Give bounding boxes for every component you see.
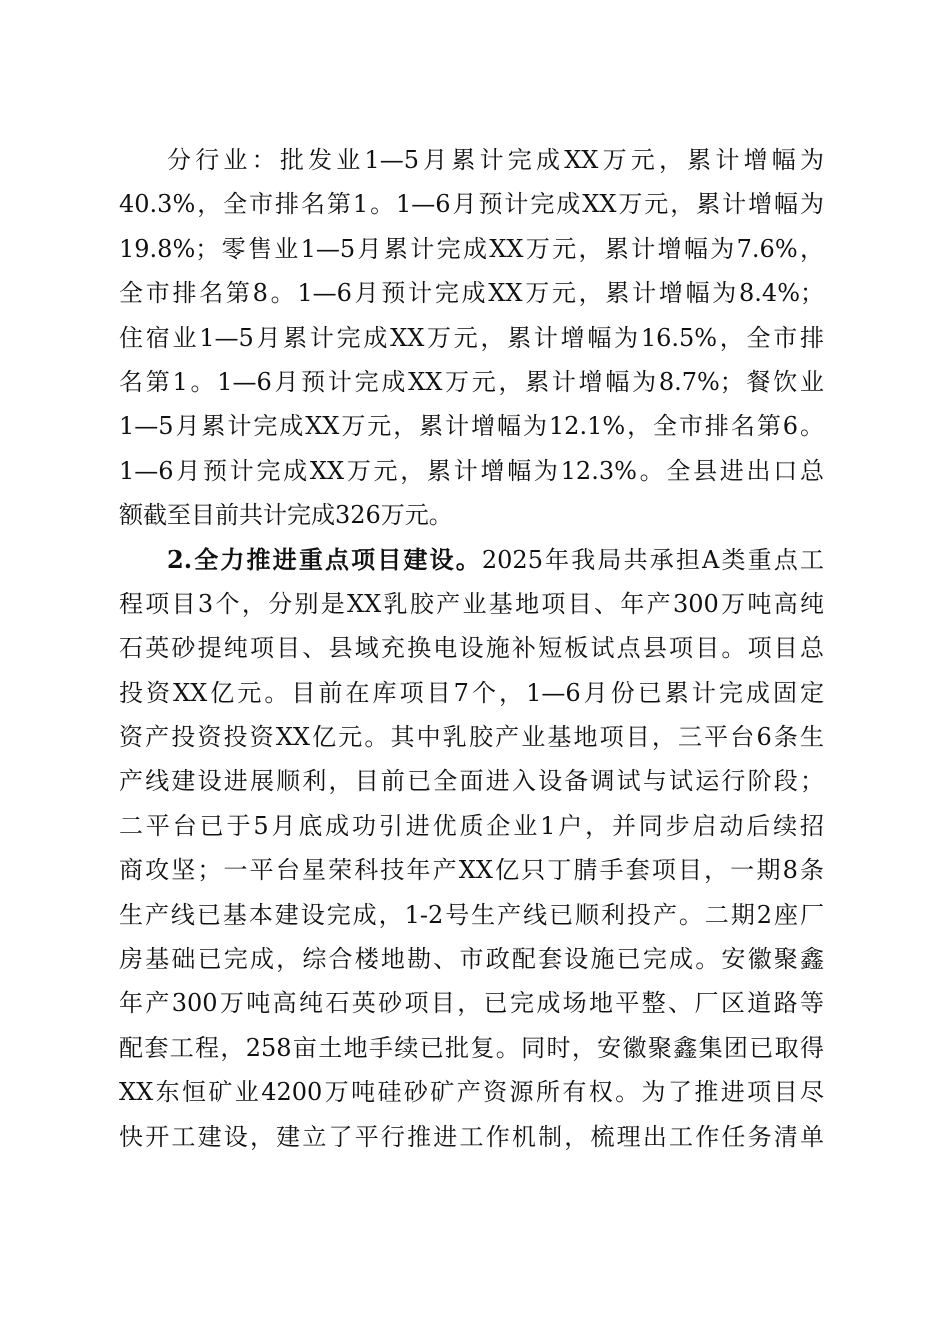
text-line: 投资XX亿元。目前在库项目7个，1—6月份已累计完成固定 (119, 678, 824, 707)
text-line: 分行业：批发业1—5月累计完成XX万元，累计增幅为 (167, 146, 824, 174)
text-line: 资产投资投资XX亿元。其中乳胶产业基地项目，三平台6条生 (119, 723, 824, 752)
text-line: 19.8%；零售业1—5月累计完成XX万元，累计增幅为7.6%， (119, 234, 824, 263)
text-line: 石英砂提纯项目、县域充换电设施补短板试点县项目。项目总 (119, 634, 824, 663)
text-line: 名第1。1—6月预计完成XX万元，累计增幅为8.7%；餐饮业 (119, 367, 824, 396)
text-line: 额截至目前共计完成326万元。 (119, 501, 453, 530)
text-line: 配套工程，258亩土地手续已批复。同时，安徽聚鑫集团已取得 (119, 1033, 824, 1062)
text-line: 商攻坚；一平台星荣科技年产XX亿只丁腈手套项目，一期8条 (119, 856, 824, 885)
document-body (119, 138, 824, 1159)
text-line: 40.3%，全市排名第1。1—6月预计完成XX万元，累计增幅为 (119, 190, 824, 219)
text-line: 全市排名第8。1—6月预计完成XX万元，累计增幅为8.4%； (119, 279, 824, 308)
text-line: 产线建设进展顺利，目前已全面进入设备调试与试运行阶段； (119, 767, 824, 796)
text-line: XX东恒矿业4200万吨硅砂矿产资源所有权。为了推进项目尽 (119, 1078, 824, 1107)
text-line: 快开工建设，建立了平行推进工作机制，梳理出工作任务清单 (119, 1122, 824, 1151)
text-line: 二平台已于5月底成功引进优质企业1户，并同步启动后续招 (119, 811, 824, 840)
text-line: 1—5月累计完成XX万元，累计增幅为12.1%，全市排名第6。 (119, 412, 824, 441)
text-line: 程项目3个，分别是XX乳胶产业基地项目、年产300万吨高纯 (119, 589, 824, 618)
text-line: 年产300万吨高纯石英砂项目，已完成场地平整、厂区道路等 (119, 989, 824, 1018)
section-heading: 2.全力推进重点项目建设。 (167, 544, 482, 574)
text-line: 住宿业1—5月累计完成XX万元，累计增幅为16.5%，全市排 (119, 323, 824, 352)
text-run: 2025年我局共承担A类重点工 (481, 545, 824, 574)
text-line (119, 538, 824, 582)
text-line: 1—6月预计完成XX万元，累计增幅为12.3%。全县进出口总 (119, 456, 824, 485)
text-line: 生产线已基本建设完成，1-2号生产线已顺利投产。二期2座厂 (119, 900, 824, 929)
text-line: 房基础已完成，综合楼地勘、市政配套设施已完成。安徽聚鑫 (119, 945, 824, 974)
paragraph-key-projects (119, 538, 824, 1159)
paragraph-industry-stats (119, 138, 824, 538)
